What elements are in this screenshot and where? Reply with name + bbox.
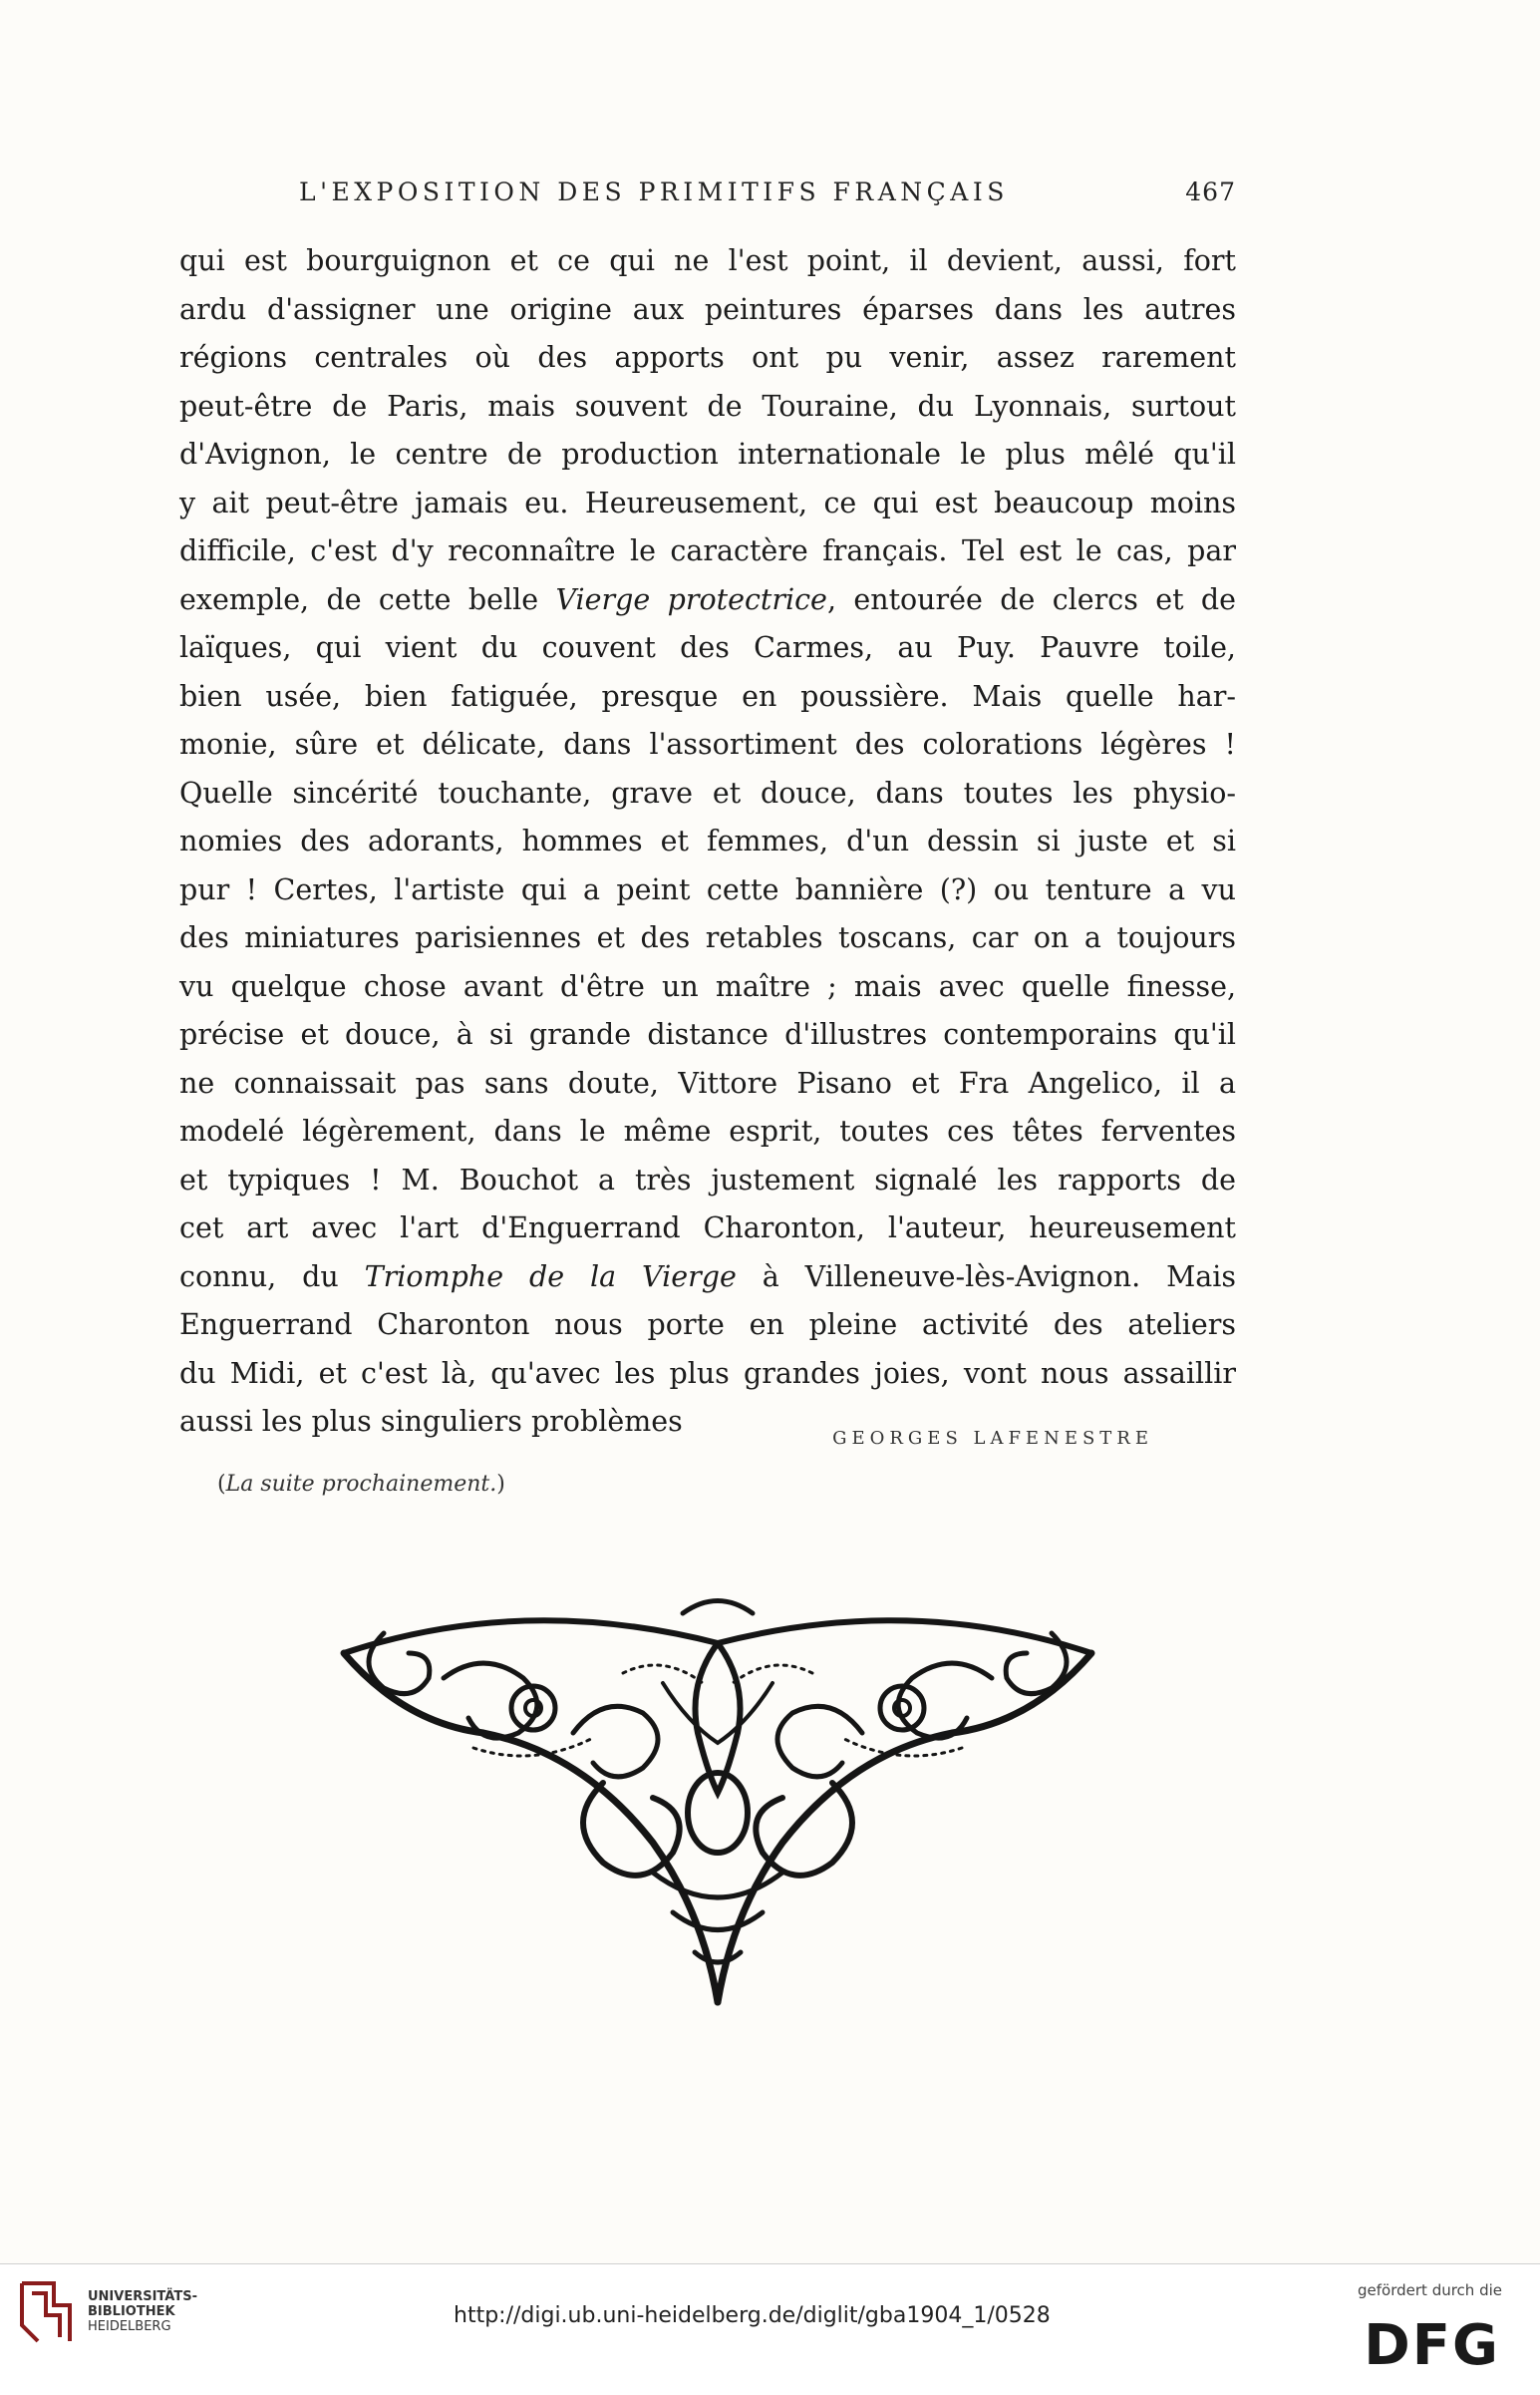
author-signature: GEORGES LAFENESTRE [832,1428,1153,1449]
body-text-segment: exemple, de cette belle [179,582,556,616]
library-name-line-1: UNIVERSITÄTS- [88,2289,197,2304]
dfg-logo: DFG [1364,2313,1500,2378]
library-logo-icon [14,2275,78,2347]
body-line: peut-être de Paris, mais souvent de Touraine, du Lyonnais, surtout [179,389,1236,423]
body-line: d'Avignon, le centre de production internationale le plus mêlé qu'il [179,438,1236,471]
body-line: régions centrales où des apports ont pu venir, assez rarement [179,341,1236,374]
library-name-line-3: HEIDELBERG [88,2319,171,2334]
body-line: ardu d'assigner une origine aux peintures éparses dans les autres [179,292,1236,326]
body-line: monie, sûre et délicate, dans l'assortiment des colorations légères ! [179,728,1236,761]
running-head [179,177,1236,217]
body-line: modelé légèrement, dans le même esprit, toutes ces têtes ferventes [179,1115,1236,1148]
italic-title: Vierge protectrice [555,582,827,616]
floral-ornament-icon [324,1583,1111,2012]
permalink[interactable]: http://digi.ub.uni-heidelberg.de/diglit/gba1904_1/0528 [454,2303,1051,2328]
body-line: qui est bourguignon et ce qui ne l'est point, il devient, aussi, fort [179,244,1236,277]
body-line: précise et douce, à si grande distance d'illustres contemporains qu'il [179,1018,1236,1051]
page-number: 467 [1185,177,1236,206]
body-line: vu quelque chose avant d'être un maître ; mais avec quelle finesse, [179,969,1236,1003]
funding-label: gefördert durch die [1358,2281,1502,2299]
body-line: Enguerrand Charonton nous porte en pleine activité des ateliers [179,1308,1236,1341]
body-line: aussi les plus singuliers problèmes [179,1405,683,1438]
body-line [179,1253,1236,1302]
footer-divider [0,2263,1540,2264]
italic-title: Triomphe de la Vierge [364,1259,737,1293]
body-line: bien usée, bien fatiguée, presque en poussière. Mais quelle har- [179,679,1236,713]
article-body [179,237,1236,1447]
body-line: et typiques ! M. Bouchot a très justement signalé les rapports de [179,1163,1236,1197]
running-title: L'EXPOSITION DES PRIMITIFS FRANÇAIS [299,177,1009,206]
body-text-segment: , entourée de clercs et de [826,582,1236,616]
body-line: des miniatures parisiennes et des retables toscans, car on a toujours [179,921,1236,954]
body-text-segment: à Villeneuve-lès-Avignon. Mais [736,1259,1236,1293]
body-line: ne connaissait pas sans doute, Vittore Pisano et Fra Angelico, il a [179,1066,1236,1100]
library-name-line-2: BIBLIOTHEK [88,2304,175,2319]
body-line: laïques, qui vient du couvent des Carmes, au Puy. Pauvre toile, [179,631,1236,664]
library-name [88,2289,197,2334]
body-line: y ait peut-être jamais eu. Heureusement, ce qui est beaucoup moins [179,486,1236,519]
body-line: du Midi, et c'est là, qu'avec les plus grandes joies, vont nous assaillir [179,1356,1236,1390]
body-line [179,576,1236,625]
body-line: cet art avec l'art d'Enguerrand Charonton, l'auteur, heureusement [179,1211,1236,1244]
body-line: nomies des adorants, hommes et femmes, d'un dessin si juste et si [179,825,1236,857]
continuation-note: (La suite prochainement.) [217,1472,505,1497]
body-line: difficile, c'est d'y reconnaître le caractère français. Tel est le cas, par [179,534,1236,567]
body-text-segment: connu, du [179,1259,365,1293]
body-line: Quelle sincérité touchante, grave et douce, dans toutes les physio- [179,776,1236,810]
body-line: pur ! Certes, l'artiste qui a peint cette bannière (?) ou tenture a vu [179,872,1236,906]
digitization-footer [0,2263,1540,2395]
